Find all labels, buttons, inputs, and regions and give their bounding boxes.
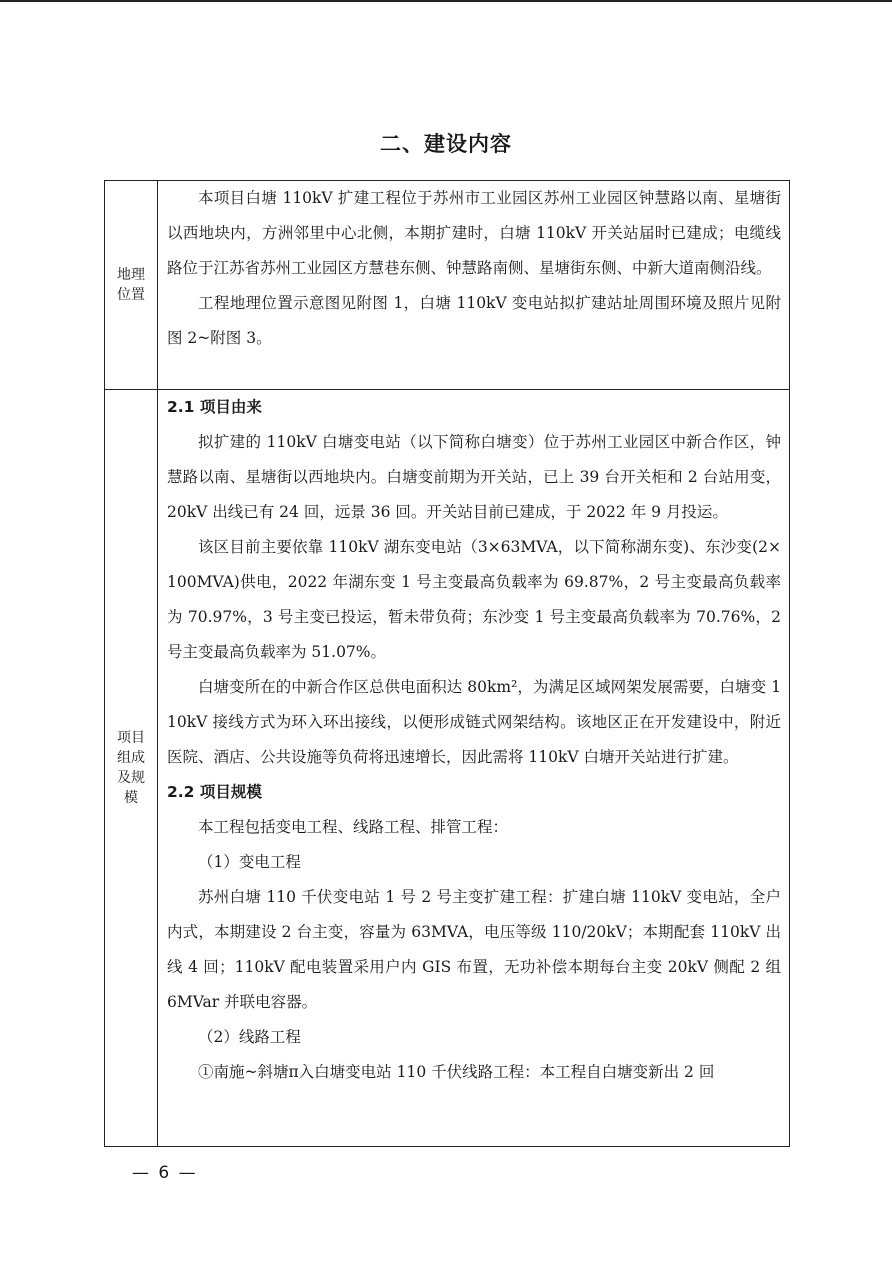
table-row — [105, 181, 790, 390]
row-label-cell — [105, 181, 158, 390]
item-title: （1）变电工程 — [198, 853, 301, 871]
paragraph: 工程地理位置示意图见附图 1，白塘 110kV 变电站拟扩建站址周围环境及照片见附图 2~附图 3。 — [167, 294, 781, 347]
table-row — [105, 390, 790, 1147]
section-heading: 2.1 项目由来 — [167, 398, 262, 416]
row-label-cell — [105, 390, 158, 1147]
row-label: 项目组成及规模 — [117, 730, 145, 806]
paragraph: 白塘变所在的中新合作区总供电面积达 80km²，为满足区域网架发展需要，白塘变 110kV 接线方式为环入环出接线，以便形成链式网架结构。该地区正在开发建设中，附近医院、酒店、公共设施等负荷将迅速增长，因此需将 110kV 白塘开关站进行扩建。 — [167, 678, 781, 766]
item-title: （2）线路工程 — [198, 1028, 301, 1046]
paragraph: 苏州白塘 110 千伏变电站 1 号 2 号主变扩建工程：扩建白塘 110kV 变电站，全户内式，本期建设 2 台主变，容量为 63MVA，电压等级 110/20kV；本期配套 110kV 出线 4 回；110kV 配电装置采用户内 GIS 布置，无功补偿本期每台主变 20kV 侧配 2 组 6MVar 并联电容器。 — [167, 888, 781, 1011]
content-table — [104, 180, 790, 1147]
page-number: — 6 — — [132, 1163, 198, 1183]
paragraph: ①南施~斜塘π入白塘变电站 110 千伏线路工程：本工程自白塘变新出 2 回 — [198, 1063, 715, 1081]
paragraph: 拟扩建的 110kV 白塘变电站（以下简称白塘变）位于苏州工业园区中新合作区，钟慧路以南、星塘街以西地块内。白塘变前期为开关站，已上 39 台开关柜和 2 台站用变，20kV 出线已有 24 回，远景 36 回。开关站目前已建成，于 2022 年 9 月投运。 — [167, 433, 781, 521]
section-heading: 2.2 项目规模 — [167, 783, 262, 801]
paragraph: 该区目前主要依靠 110kV 湖东变电站（3×63MVA，以下简称湖东变)、东沙变(2×100MVA)供电，2022 年湖东变 1 号主变最高负载率为 69.87%，2 号主变最高负载率为 70.97%，3 号主变已投运，暂未带负荷；东沙变 1 号主变最高负载率为 70.76%，2 号主变最高负载率为 51.07%。 — [167, 538, 781, 661]
paragraph: 本工程包括变电工程、线路工程、排管工程： — [198, 818, 509, 836]
paragraph: 本项目白塘 110kV 扩建工程位于苏州市工业园区苏州工业园区钟慧路以南、星塘街以西地块内，方洲邻里中心北侧，本期扩建时，白塘 110kV 开关站届时已建成；电缆线路位于江苏省苏州工业园区方慧巷东侧、钟慧路南侧、星塘街东侧、中新大道南侧沿线。 — [167, 189, 781, 277]
row-label: 地理位置 — [117, 267, 145, 303]
top-border-line — [0, 0, 892, 2]
page-title: 二、建设内容 — [380, 132, 512, 156]
row-content-cell — [158, 390, 790, 1147]
row-content-cell — [158, 181, 790, 390]
